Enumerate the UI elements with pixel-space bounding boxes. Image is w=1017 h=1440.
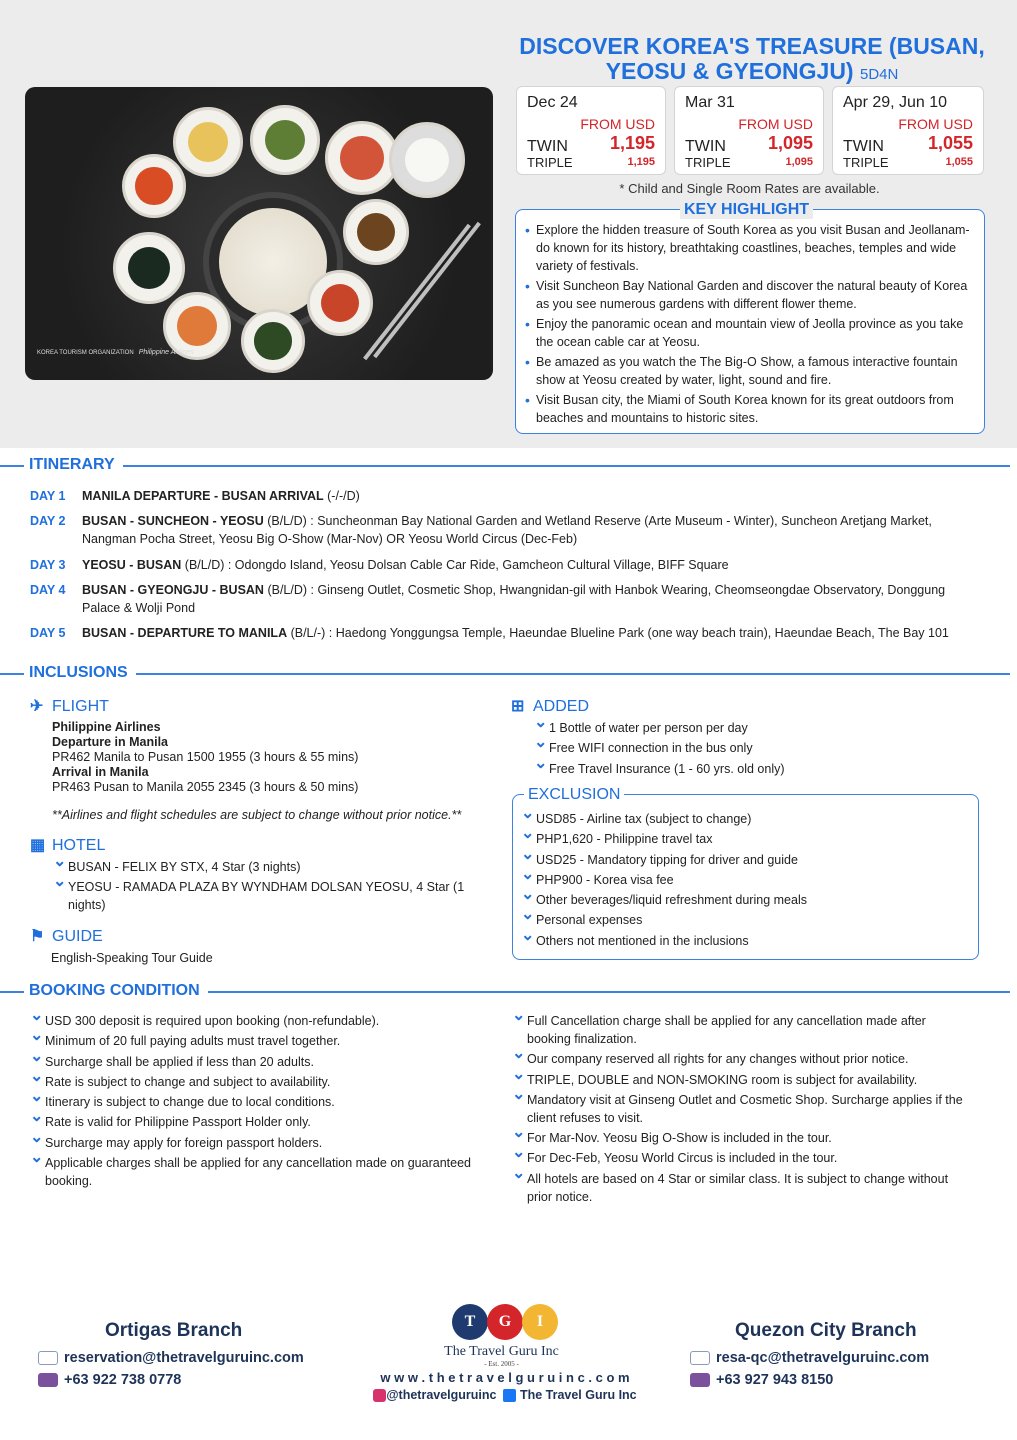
list-item: ⌄ Minimum of 20 full paying adults must travel together. bbox=[30, 1032, 490, 1050]
booking-header: BOOKING CONDITION bbox=[0, 982, 1017, 1002]
exclusion-list bbox=[521, 810, 971, 952]
ortigas-email[interactable]: reservation@thetravelguruinc.com bbox=[38, 1350, 304, 1366]
added-list bbox=[534, 719, 974, 780]
list-item: ⌄ USD85 - Airline tax (subject to change) bbox=[521, 810, 971, 828]
gift-icon: ⊞ bbox=[511, 698, 525, 715]
list-item: ⌄ For Mar-Nov. Yeosu Big O-Show is included in the tour. bbox=[512, 1129, 972, 1147]
mail-icon bbox=[690, 1351, 710, 1365]
list-item: ⌄ Surcharge may apply for foreign passport holders. bbox=[30, 1134, 490, 1152]
key-highlight-list bbox=[525, 221, 979, 429]
itinerary-header: ITINERARY bbox=[0, 456, 1017, 476]
child-rates-note: * Child and Single Room Rates are available. bbox=[619, 181, 880, 196]
list-item: ⌄ BUSAN - FELIX BY STX, 4 Star (3 nights) bbox=[53, 858, 473, 876]
company-name: The Travel Guru Inc bbox=[444, 1344, 559, 1359]
list-item: • Enjoy the panoramic ocean and mountain view of Jeolla province as you take the ocean cable car at Yeosu. bbox=[525, 315, 979, 351]
instagram-handle[interactable]: @thetravelguruinc bbox=[386, 1388, 497, 1402]
booking-list-left bbox=[30, 1012, 490, 1192]
list-item: ⌄ Rate is subject to change and subject to availability. bbox=[30, 1073, 490, 1091]
photo-logos: KOREA TOURISM ORGANIZATION Philippine Airlines bbox=[37, 349, 194, 356]
list-item: • Be amazed as you watch the The Big-O Show, a famous interactive fountain show at Yeosu created by water, light, sound and fire. bbox=[525, 353, 979, 389]
list-item: ⌄ Itinerary is subject to change due to local conditions. bbox=[30, 1093, 490, 1111]
list-item: ⌄ Mandatory visit at Ginseng Outlet and Cosmetic Shop. Surcharge applies if the client refuses to visit. bbox=[512, 1091, 972, 1127]
list-item: ⌄ Surcharge shall be applied if less than 20 adults. bbox=[30, 1053, 490, 1071]
food-photo bbox=[25, 87, 493, 380]
flight-details: Philippine Airlines Departure in Manila PR462 Manila to Pusan 1500 1955 (3 hours & 55 mins) Arrival in Manila PR463 Pusan to Manila 2055 2345 (3 hours & 50 mins) bbox=[52, 720, 359, 794]
quezon-email[interactable]: resa-qc@thetravelguruinc.com bbox=[690, 1350, 929, 1366]
hotel-heading: ▦ HOTEL bbox=[30, 837, 106, 854]
page-title: DISCOVER KOREA'S TREASURE (BUSAN, YEOSU & GYEONGJU) 5D4N bbox=[519, 33, 985, 84]
quezon-phone[interactable]: +63 927 943 8150 bbox=[690, 1372, 833, 1388]
ortigas-branch-title: Ortigas Branch bbox=[105, 1320, 243, 1341]
list-item: ⌄ TRIPLE, DOUBLE and NON-SMOKING room is subject for availability. bbox=[512, 1071, 972, 1089]
list-item: ⌄ 1 Bottle of water per person per day bbox=[534, 719, 974, 737]
hotel-list bbox=[53, 858, 473, 917]
ortigas-phone[interactable]: +63 922 738 0778 bbox=[38, 1372, 181, 1388]
price-card: Dec 24 FROM USD TWIN 1,195 TRIPLE 1,195 bbox=[516, 86, 666, 175]
guide-icon: ⚑ bbox=[30, 928, 45, 945]
list-item: ⌄ PHP1,620 - Philippine travel tax bbox=[521, 830, 971, 848]
established-label: - Est. 2005 - bbox=[484, 1360, 519, 1368]
list-item: ⌄ Our company reserved all rights for any changes without prior notice. bbox=[512, 1050, 972, 1068]
price-card: Apr 29, Jun 10 FROM USD TWIN 1,055 TRIPLE 1,055 bbox=[832, 86, 984, 175]
mail-icon bbox=[38, 1351, 58, 1365]
key-highlight-title: KEY HIGHLIGHT bbox=[680, 201, 813, 219]
list-item: ⌄ USD 300 deposit is required upon booking (non-refundable). bbox=[30, 1012, 490, 1030]
list-item: ⌄ PHP900 - Korea visa fee bbox=[521, 871, 971, 889]
list-item: ⌄ Others not mentioned in the inclusions bbox=[521, 932, 971, 950]
list-item: ⌄ Full Cancellation charge shall be applied for any cancellation made after booking finalization. bbox=[512, 1012, 972, 1048]
social-links bbox=[355, 1388, 655, 1402]
list-item: ⌄ Other beverages/liquid refreshment during meals bbox=[521, 891, 971, 909]
list-item: ⌄ Personal expenses bbox=[521, 911, 971, 929]
booking-list-right bbox=[512, 1012, 972, 1208]
list-item: ⌄ Applicable charges shall be applied for any cancellation made on guaranteed booking. bbox=[30, 1154, 490, 1190]
list-item: ⌄ Rate is valid for Philippine Passport Holder only. bbox=[30, 1113, 490, 1131]
exclusion-title: EXCLUSION bbox=[524, 786, 624, 804]
flight-note: **Airlines and flight schedules are subject to change without prior notice.** bbox=[52, 808, 462, 822]
facebook-page[interactable]: The Travel Guru Inc bbox=[519, 1388, 637, 1402]
guide-text: English-Speaking Tour Guide bbox=[51, 951, 213, 965]
list-item: ⌄ YEOSU - RAMADA PLAZA BY WYNDHAM DOLSAN YEOSU, 4 Star (1 nights) bbox=[53, 878, 473, 914]
list-item: ⌄ Free Travel Insurance (1 - 60 yrs. old only) bbox=[534, 760, 974, 778]
list-item: • Visit Suncheon Bay National Garden and discover the natural beauty of Korea as you see numerous gardens with different flower theme. bbox=[525, 277, 979, 313]
website-link[interactable]: w w w . t h e t r a v e l g u r u i n c . c o m bbox=[380, 1370, 630, 1385]
list-item: ⌄ For Dec-Feb, Yeosu World Circus is included in the tour. bbox=[512, 1149, 972, 1167]
list-item: • Explore the hidden treasure of South Korea as you visit Busan and Jeollanam-do known for its history, breathtaking coastlines, beaches, temples and wide variety of festivals. bbox=[525, 221, 979, 275]
airplane-icon: ✈ bbox=[30, 698, 44, 715]
list-item: ⌄ USD25 - Mandatory tipping for driver and guide bbox=[521, 851, 971, 869]
quezon-branch-title: Quezon City Branch bbox=[735, 1320, 917, 1341]
price-card: Mar 31 FROM USD TWIN 1,095 TRIPLE 1,095 bbox=[674, 86, 824, 175]
tgi-logo: T G I bbox=[452, 1304, 562, 1340]
list-item: ⌄ All hotels are based on 4 Star or similar class. It is subject to change without prior notice. bbox=[512, 1170, 972, 1206]
instagram-icon bbox=[373, 1389, 386, 1402]
viber-icon bbox=[38, 1373, 58, 1387]
guide-heading: ⚑ GUIDE bbox=[30, 928, 103, 945]
inclusions-header: INCLUSIONS bbox=[0, 664, 1017, 684]
duration-label: 5D4N bbox=[859, 66, 899, 83]
list-item: • Visit Busan city, the Miami of South Korea known for its great outdoors from beaches and mountains to historic sites. bbox=[525, 391, 979, 427]
viber-icon bbox=[690, 1373, 710, 1387]
facebook-icon bbox=[503, 1389, 516, 1402]
added-heading: ⊞ ADDED bbox=[511, 698, 590, 715]
flight-heading: ✈ FLIGHT bbox=[30, 698, 109, 715]
building-icon: ▦ bbox=[30, 837, 46, 854]
list-item: ⌄ Free WIFI connection in the bus only bbox=[534, 739, 974, 757]
